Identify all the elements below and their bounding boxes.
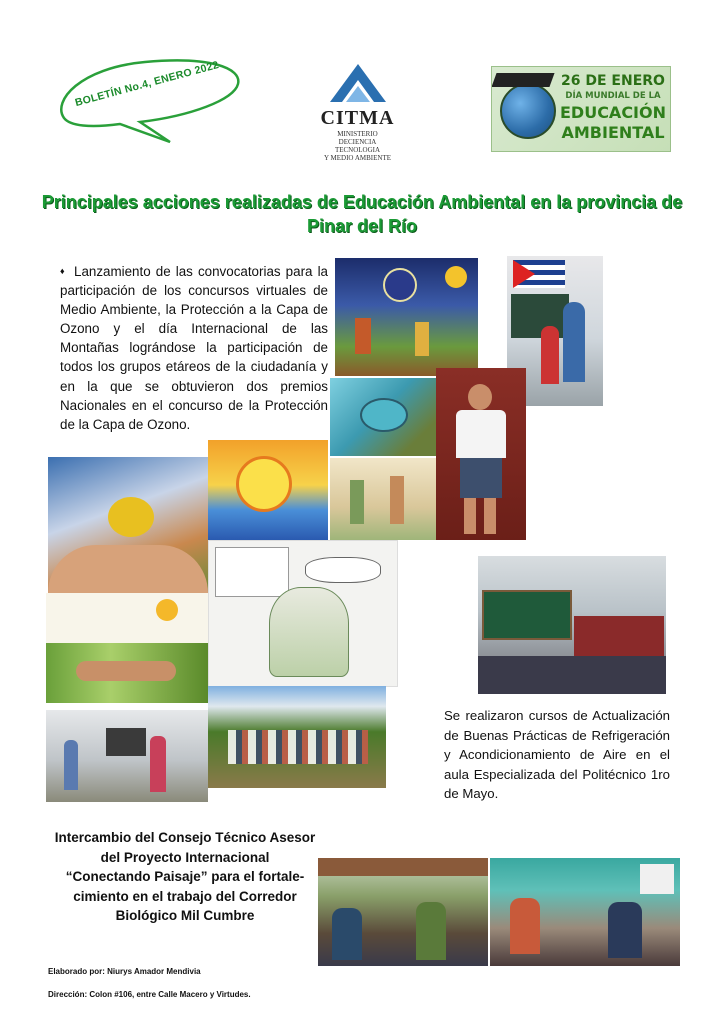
intercambio-line: del Proyecto Internacional [100, 849, 270, 865]
globe-icon [500, 83, 556, 139]
photo-poster-drawing [208, 540, 398, 687]
citma-mountain-icon [326, 60, 390, 104]
intercambio-line: “Conectando Paisaje” para el fortale- [65, 869, 305, 884]
bulletin-number: BOLETÍN No.4, ENERO 2022 [73, 58, 221, 110]
cursos-paragraph: Se realizaron cursos de Actualización de Buenas Prácticas de Refrigeración y Acondicionamiento de Aire en el aula Especializada del Politécnico 1ro de Mayo. [444, 708, 670, 801]
citma-logo [320, 60, 395, 162]
photo-outdoor-kids [46, 710, 208, 802]
education-day-banner [491, 66, 671, 152]
bullet-text: Lanzamiento de las convocatorias para la participación de los concursos virtuales de Medio Ambiente, la Protección a la Capa de Ozono y el día Internacional de las Montañas lográndose la participación de todos los grupos etáreos de la ciudadanía y en la que se obtuvieron dos premios Nacionales en el concurso de la Protección de la Capa de Ozono. [60, 264, 328, 432]
photo-drawing-face [330, 378, 438, 456]
citma-sub-line: Y MEDIO AMBIENTE [323, 154, 391, 162]
photo-drawing-planet [335, 258, 478, 376]
intercambio-line: cimiento en el trabajo del Corredor [73, 888, 297, 904]
banner-date: 26 DE ENERO [561, 73, 665, 89]
photo-classroom [478, 556, 666, 694]
bullet-item [60, 262, 328, 434]
photo-drawing-people [330, 458, 436, 540]
photo-meeting-outdoor [318, 858, 488, 966]
citma-sub-line: MINISTERIO [337, 130, 378, 138]
photo-poster-card [46, 593, 208, 643]
intercambio-line: Biológico Mil Cumbre [115, 908, 255, 923]
graduation-cap-icon [491, 73, 554, 87]
page-title: Principales acciones realizadas de Educación Ambiental en la provincia de Pinar del Río [41, 192, 683, 236]
intercambio-heading [40, 828, 330, 926]
diamond-bullet-icon: ♦ [60, 266, 65, 276]
photo-hands-plant [46, 643, 208, 703]
footer-address: Dirección: Colon #106, entre Calle Macero y Virtudes. [48, 990, 251, 999]
citma-name: CITMA [320, 107, 395, 129]
banner-line-4: AMBIENTAL [561, 123, 665, 142]
photo-drawing-sun [208, 440, 328, 540]
banner-line-2: DÍA MUNDIAL DE LA [565, 91, 661, 101]
citma-sub-line: TECNOLOGIA [334, 146, 381, 154]
footer-author: Elaborado por: Niurys Amador Mendivia [48, 967, 201, 976]
photo-meeting-indoor [490, 858, 680, 966]
citma-subtitle [320, 130, 395, 162]
photo-drawing-bird-hand [48, 457, 208, 593]
photo-group-trees [208, 686, 386, 788]
citma-sub-line: DECIENCIA [338, 138, 377, 146]
photo-boy-levis [436, 368, 526, 540]
banner-line-3: EDUCACIÓN [559, 103, 666, 122]
intercambio-line: Intercambio del Consejo Técnico Asesor [54, 830, 316, 845]
